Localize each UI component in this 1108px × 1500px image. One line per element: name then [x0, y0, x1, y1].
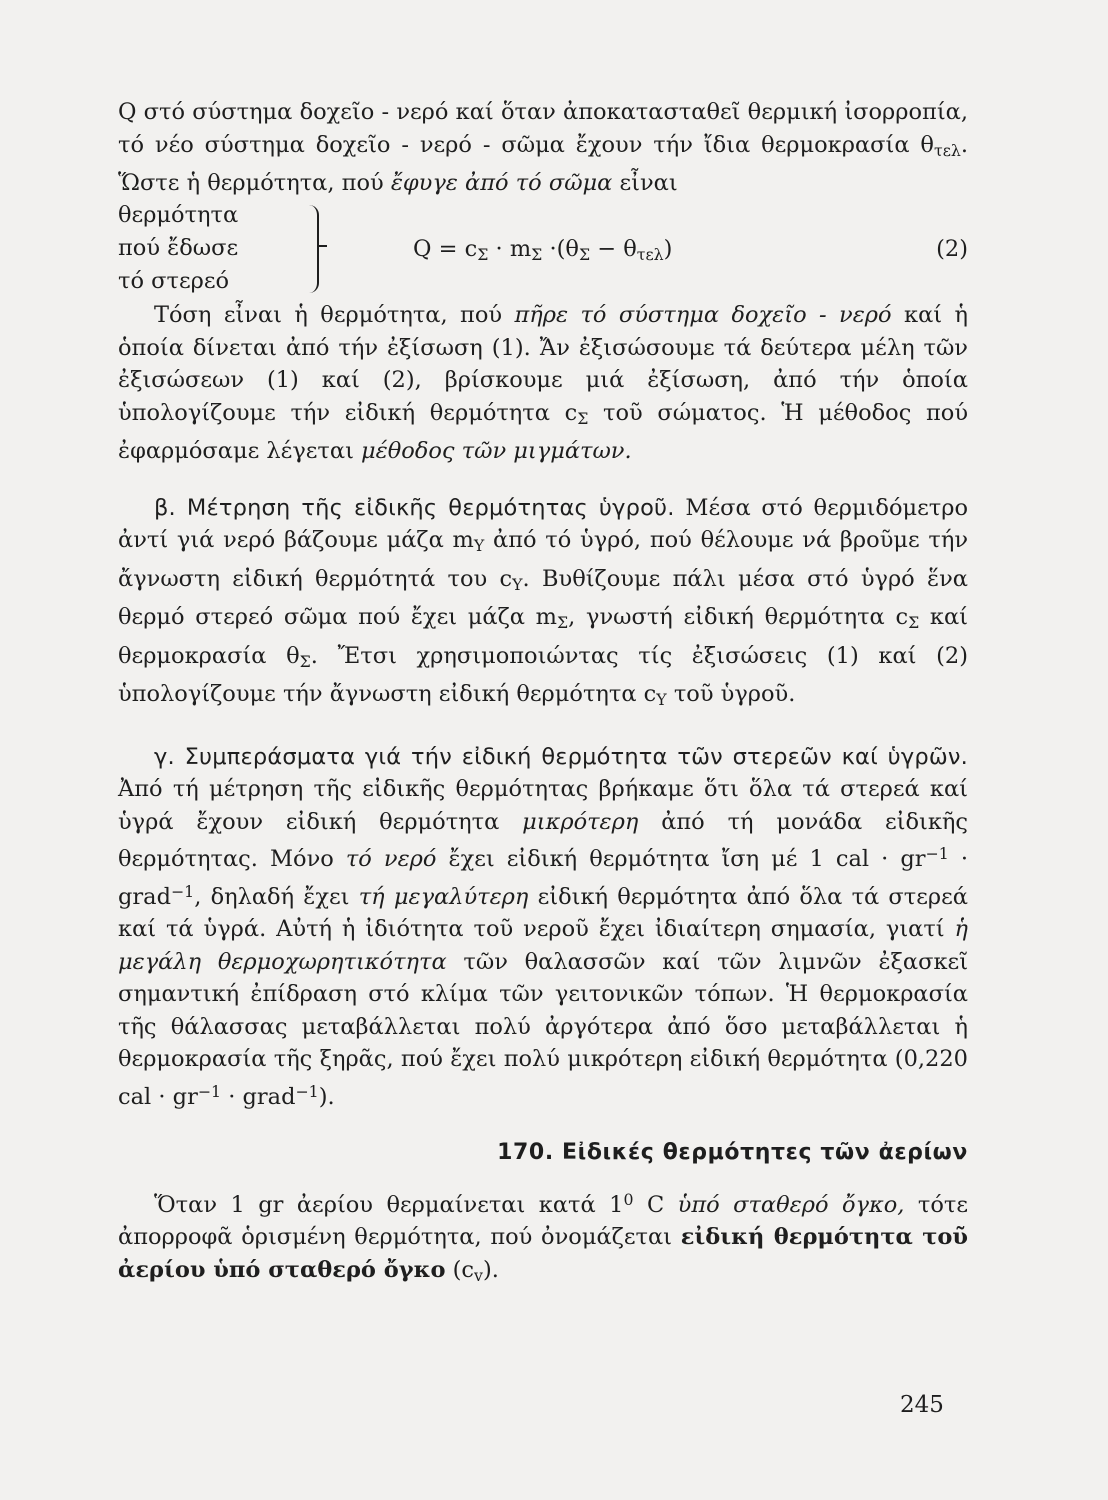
subheading-c: γ. Συμπεράσματα γιά τήν εἰδική θερμότητα τῶν στερεῶν καί ὑγρῶν.	[154, 743, 968, 770]
paragraph-4: γ. Συμπεράσματα γιά τήν εἰδική θερμότητα τῶν στερεῶν καί ὑγρῶν. Ἀπό τή μέτρηση τῆς εἰδικῆς θερμότητας βρήκαμε ὅτι ὅλα τά στερεά καί ὑγρά ἔχουν εἰδική θερμότητα μικρότερη ἀπό τή μονάδα εἰδικῆς θερμότητας. Μόνο τό νερό ἔχει εἰδική θερμότητα ἴση μέ 1 cal · $gr^{-1}$ · grad$^{-1}$, δηλαδή ἔχει τή μεγαλύτερη εἰδική θερμότητα ἀπό ὅλα τά στερεά καί τά ὑγρά. Αὐτή ἡ ἰδιότητα τοῦ νεροῦ ἔχει ἰδιαίτερη σημασία, γιατί ἡ μεγάλη θερμοχωρητικότητα τῶν θαλασσῶν καί τῶν λιμνῶν ἐξασκεῖ σημαντική ἐπίδραση στό κλίμα τῶν γειτονικῶν τόπων. Ἡ θερμοκρασία τῆς θάλασσας μεταβάλλεται πολύ ἀργότερα ἀπό ὅσο μεταβάλλεται ἡ θερμοκρασία τῆς ξηρᾶς, πού ἔχει πολύ μικρότερη εἰδική θερμότητα (0,220 cal · $gr^{-1}$ · grad$^{-1}$).	[118, 743, 969, 1110]
paragraph-2: Τόση εἶναι ἡ θερμότητα, πού πῆρε τό σύστημα δοχεῖο - νερό καί ἡ ὁποία δίνεται ἀπό τήν ἐξίσωση (1). Ἄν ἐξισώσουμε τά δεύτερα μέλη τῶν ἐξισώσεων (1) καί (2), βρίσκουμε μιά ἐξίσωση, ἀπό τήν ὁποία ὑπολογίζουμε τήν εἰδική θερμότητα $c_\Sigma$ τοῦ σώματος. Ἡ μέθοδος πού ἐφαρμόσαμε λέγεται μέθοδος τῶν μιγμάτων.	[118, 302, 968, 465]
formula-2	[118, 199, 968, 299]
equation: $Q = c_\Sigma \cdot m_\Sigma \cdot(\theta_\Sigma - \theta_{\tau\varepsilon\lambda})$	[413, 236, 673, 265]
formula-labels: θερμότητα πού ἔδωσε τό στερεό	[118, 202, 239, 295]
equation-number: (2)	[936, 236, 968, 263]
paragraph-3: β. Μέτρηση τῆς εἰδικῆς θερμότητας ὑγροῦ. Μέσα στό θερμιδόμετρο ἀντί γιά νερό βάζουμε μάζα $m_\Upsilon$ ἀπό τό ὑγρό, πού θέλουμε νά βροῦμε τήν ἄγνωστη εἰδική θερμότητά του $c_\Upsilon$. Βυθίζουμε πάλι μέσα στό ὑγρό ἕνα θερμό στερεό σῶμα πού ἔχει μάζα $m_\Sigma$, γνωστή εἰδική θερμότητα $c_\Sigma$ καί θερμοκρασία $\theta_\Sigma$. Ἔτσι χρησιμοποιώντας τίς ἐξισώσεις (1) καί (2) ὑπολογίζουμε τήν ἄγνωστη εἰδική θερμότητα $c_\Upsilon$ τοῦ ὑγροῦ.	[118, 494, 968, 710]
page-body	[118, 96, 968, 1292]
section-title: 170. Εἰδικές θερμότητες τῶν ἀερίων	[497, 1140, 968, 1166]
paragraph-1: Q στό σύστημα δοχεῖο - νερό καί ὅταν ἀποκατασταθεῖ θερμική ἰσορροπία, τό νέο σύστημα δοχεῖο - νερό - σῶμα ἔχουν τήν ἴδια θερμοκρασία $\theta_{\tau\varepsilon\lambda}$. Ὥστε ἡ θερμότητα, πού ἔφυγε ἀπό τό σῶμα εἶναι	[118, 99, 968, 196]
page-number: 245	[900, 1392, 944, 1418]
paragraph-5: Ὅταν 1 gr ἀερίου θερμαίνεται κατά $1^0$ C ὑπό σταθερό ὄγκο, τότε ἀπορροφᾶ ὁρισμένη θερμότητα, πού ὀνομάζεται εἰδική θερμότητα τοῦ ἀερίου ὑπό σταθερό ὄγκο $(c_v)$.	[118, 1189, 968, 1285]
right-brace	[305, 205, 319, 293]
subheading-b: β. Μέτρηση τῆς εἰδικῆς θερμότητας ὑγροῦ.	[154, 494, 675, 521]
